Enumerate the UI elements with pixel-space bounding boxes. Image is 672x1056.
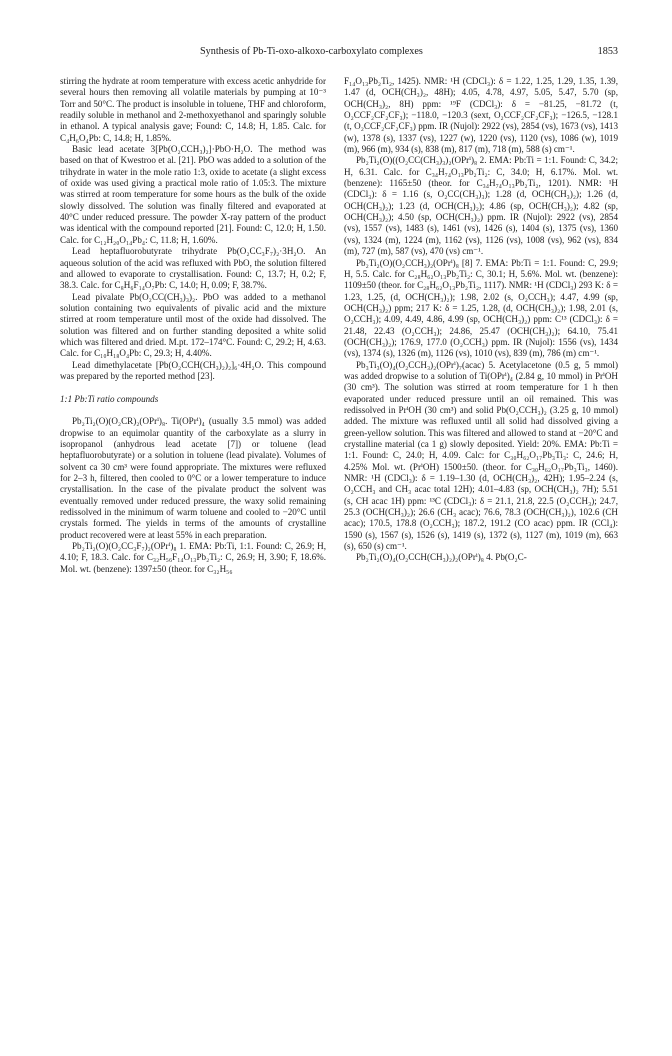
section-heading: 1:1 Pb:Ti ratio compounds	[60, 393, 159, 404]
paragraph-lead-pivalate: Lead pivalate Pb(O₂CC(CH₃)₃)₂. PbO was added to a methanol solution containing two equivalents of pivalic acid and the mixture stirred at room temperature until most of the oxide had dissolved. The solution was filtered and on further standing deposited a white solid which was filtered and dried. M.pt. 172–174°C. Found: C, 29.2; H, 4.63. Calc. for C₁₀H₁₈O₄Pb: C, 29.3; H, 4.40%.	[60, 291, 326, 359]
page-number: 1853	[597, 46, 618, 57]
left-column	[60, 76, 326, 575]
running-header	[60, 46, 618, 60]
paragraph-compound-7: Pb₂Ti₂(O)(O₂CCH₃)₂(OPrⁱ)₈ [8] 7. EMA: Pb:Ti = 1:1. Found: C, 29.9; H, 5.5. Calc. for C₂₈H₆₂O₁₃Pb₂Ti₂: C, 30.1; H, 5.6%. Mol. wt. (benzene): 1109±50 (theor. for C₂₈H₆₂O₁₃Pb₂Ti₂, 1117). NMR: ¹H (CDCl₃) 293 K: δ = 1.23, 1.25, (d, OCH(CH₃)₂); 1.98, 2.02 (s, O₂CCH₃); 4.47, 4.99 (sp, OCH(CH₃)₂) ppm; 217 K: δ = 1.25, 1.28, (d, OCH(CH₃)₂); 1.98, 2.01 (s, O₂CCH₃); 4.09, 4.49, 4.86, 4.99 (sp, OCH(CH₃)₂) ppm: C¹³ (CDCl₃): δ = 21.48, 22.43 (O₂CCH₃); 24.86, 25.47 (OCH(CH₃)₂); 64.10, 75.41 (OCH(CH₃)₂); 176.9, 177.0 (O₂CCH₃) ppm. IR (Nujol): 1556 (vs), 1434 (vs), 1374 (s), 1326 (m), 1126 (vs), 1010 (vs), 839 (m), 786 (m) cm⁻¹.	[344, 257, 618, 359]
paragraph-lead-heptafluorobutyrate: Lead heptafluorobutyrate trihydrate Pb(O₂CC₃F₇)₂·3H₂O. An aqueous solution of the acid was refluxed with PbO, the solution filtered and allowed to evaporate to crystallisation. Found: C, 13.7; H, 0.2; F, 38.3. Calc. for C₈H₆F₁₄O₇Pb: C, 14.0; H, 0.09; F, 38.7%.	[60, 246, 326, 291]
paragraph-compound-1: Pb₂Ti₂(O)(O₂CC₃F₇)₂(OPrⁱ)₈ 1. EMA: Pb:Ti, 1:1. Found: C, 26.9; H, 4.10; F, 18.3. Calc. for C₃₂H₅₆F₁₄O₁₃Pb₂Ti₂: C, 26.9; H, 3.90; F, 18.6%. Mol. wt. (benzene): 1397±50 (theor. for C₃₂H₅₆	[60, 541, 326, 574]
paragraph-basic-lead-acetate: Basic lead acetate 3[Pb(O₂CCH₃)₂]·PbO·H₂O. The method was based on that of Kwestroo et al. [21]. PbO was added to a solution of the trihydrate in water in the mole ratio 1:3, oxide to acetate (a slight excess of oxide was used giving a practical mole ratio of 1.05:3. The mixture was stirred at room temperature for some hours as the bulk of the oxide slowly dissolved. The solution was finally filtered and evaporated at 40°C under reduced pressure. The powder X-ray pattern of the product was identical with the compound reported [21]. Found: C, 12.0; H, 1.50. Calc. for C₁₂H₂₀O₁₄Pb₄: C, 11.8; H, 1.60%.	[60, 144, 326, 245]
right-column	[344, 76, 618, 564]
section-spacer	[60, 382, 326, 393]
paragraph-lead-acetate-continuation: stirring the hydrate at room temperature with excess acetic anhydride for several hours then removing all volatile materials by pumping at 10⁻³ Torr and 50°C. The product is insoluble in toluene, THF and chloroform, readily soluble in methanol and 2-methoxyethanol and sparingly soluble in ethanol. A typical analysis gave; Found: C, 14.8; H, 1.85. Calc. for C₄H₆O₄Pb: C, 14.8; H, 1.85%.	[60, 76, 326, 143]
section-spacer	[60, 405, 326, 416]
paragraph-general-procedure: Pb₂Ti₂(O)(O₂CR)₂(OPrⁱ)₈. Ti(OPrⁱ)₄ (usually 3.5 mmol) was added dropwise to an equimolar quantity of the carboxylate as a slurry in isopropanol (anhydrous lead acetate [7]) or toluene (lead heptafluorobutyrate) or a solution in toluene (lead pivalate). Volumes of solvent ca 30 cm³ were found appropriate. The mixtures were refluxed for 2–3 h, filtered, then cooled to 0°C or a lower temperature to induce crystallisation. In the case of the pivalate product the solvent was eventually removed under reduced pressure, the waxy solid remaining redissolved in the minimum of warm toluene and cooled to −20°C until crystals formed. The yields in terms of the amounts of crystalline product recovered were at least 55% in each preparation.	[60, 416, 326, 540]
paragraph-compound-1-spectra: F₁₄O₁₃Pb₂Ti₂, 1425). NMR: ¹H (CDCl₃): δ = 1.22, 1.25, 1.29, 1.35, 1.39, 1.47 (d, OCH(CH₃)₂, 48H); 4.05, 4.78, 4.97, 5.05, 5.47, 5.70 (sp, OCH(CH₃)₂, 8H) ppm: ¹⁹F (CDCl₃): δ = −81.25, −81.72 (t, O₂CCF₂CF₂CF₃); −118.0, −120.3 (sext, O₂CCF₂CF₂CF₃); −126.5, −128.1 (t, O₂CCF₂CF₂CF₃) ppm. IR (Nujol): 2922 (vs), 2854 (vs), 1673 (vs), 1413 (w), 1378 (s), 1337 (vs), 1227 (w), 1220 (vs), 1120 (vs), 1086 (w), 1019 (m), 966 (m), 934 (s), 838 (m), 817 (m), 718 (m), 588 (s) cm⁻¹.	[344, 76, 618, 155]
paragraph-compound-5: Pb₃Ti₃(O)₄(O₂CCH₃)₂(OPrⁱ)₇(acac) 5. Acetylacetone (0.5 g, 5 mmol) was added dropwise to a solution of Ti(OPrⁱ)₄ (2.84 g, 10 mmol) in PrⁱOH (30 cm³). The solution was stirred at room temperature for 1 h then evaporated under reduced pressure until an oil remained. This was redissolved in PrⁱOH (30 cm³) and solid Pb(O₂CCH₃)₂ (3.25 g, 10 mmol) added. The mixture was refluxed until all solid had dissolved giving a green-yellow solution. This was filtered and allowed to stand at −20°C and crystalline material (ca 1 g) slowly deposited. Yield: 20%. EMA: Pb:Ti = 1:1. Found: C, 24.0; H, 4.09. Calc: for C₃₀H₆₂O₁₇Pb₃Ti₃: C, 24.6; H, 4.25% Mol. wt. (PrⁱOH) 1500±50. (theor. for C₃₀H₆₂O₁₇Pb₃Ti₃, 1460). NMR: ¹H (CDCl₃): δ = 1.19–1.30 (d, OCH(CH₃)₂, 42H); 1.95–2.24 (s, O₂CCH₃ and CH₃ acac total 12H); 4.01–4.83 (sp, OCH(CH₃)₂ 7H); 5.51 (s, CH acac 1H) ppm: ¹³C (CDCl₃): δ = 21.1, 21.8, 22.5 (O₂CCH₃); 24.7, 25.3 (OCH(CH₃)₂); 26.6 (CH₃ acac); 76.6, 78.3 (OCH(CH₃)₂), 102.6 (CH acac); 170.5, 178.8 (O₂CCH₃); 187.2, 191.2 (CO acac) ppm. IR (CCl₄): 1590 (s), 1567 (s), 1526 (s), 1419 (s), 1372 (s), 1127 (m), 1019 (m), 663 (s), 650 (s) cm⁻¹.	[344, 359, 618, 552]
running-title: Synthesis of Pb-Ti-oxo-alkoxo-carboxylato complexes	[200, 46, 423, 57]
paragraph-compound-4: Pb₂Ti₂(O)₄(O₂CCH(CH₃)₂)₂(OPrⁱ)₈ 4. Pb(O₂C-	[356, 552, 527, 563]
paragraph-lead-dimethylacetate: Lead dimethylacetate [Pb(O₂CCH(CH₃)₂)₂]₆·4H₂O. This compound was prepared by the reported method [23].	[60, 359, 326, 381]
paragraph-compound-2: Pb₂Ti₂(O)((O₂CC(CH₃)₃)₂(OPrⁱ)₈ 2. EMA: Pb:Ti = 1:1. Found: C, 34.2; H, 6.31. Calc. for C₃₄H₇₄O₁₃Pb₂Ti₂: C, 34.0; H, 6.17%. Mol. wt. (benzene): 1165±50 (theor. for C₃₄H₇₄O₁₃Pb₂Ti₂, 1201). NMR: ¹H (CDCl₃): δ = 1.16 (s, O₂CC(CH₃)₃); 1.28 (d, OCH(CH₃)₂); 1.26 (d, OCH(CH₃)₂); 1.23 (d, OCH(CH₃)₂); 4.86 (sp, OCH(CH₃)₂); 4.82 (sp, OCH(CH₃)₂); 4.50 (sp, OCH(CH₃)₂) ppm. IR (Nujol): 2922 (vs), 2854 (vs), 1557 (vs), 1483 (s), 1461 (vs), 1426 (s), 1404 (s), 1375 (vs), 1360 (vs), 1324 (m), 1224 (m), 1162 (vs), 1126 (vs), 1008 (vs), 962 (vs), 834 (m), 727 (m), 587 (vs), 470 (vs) cm⁻¹.	[344, 155, 618, 257]
